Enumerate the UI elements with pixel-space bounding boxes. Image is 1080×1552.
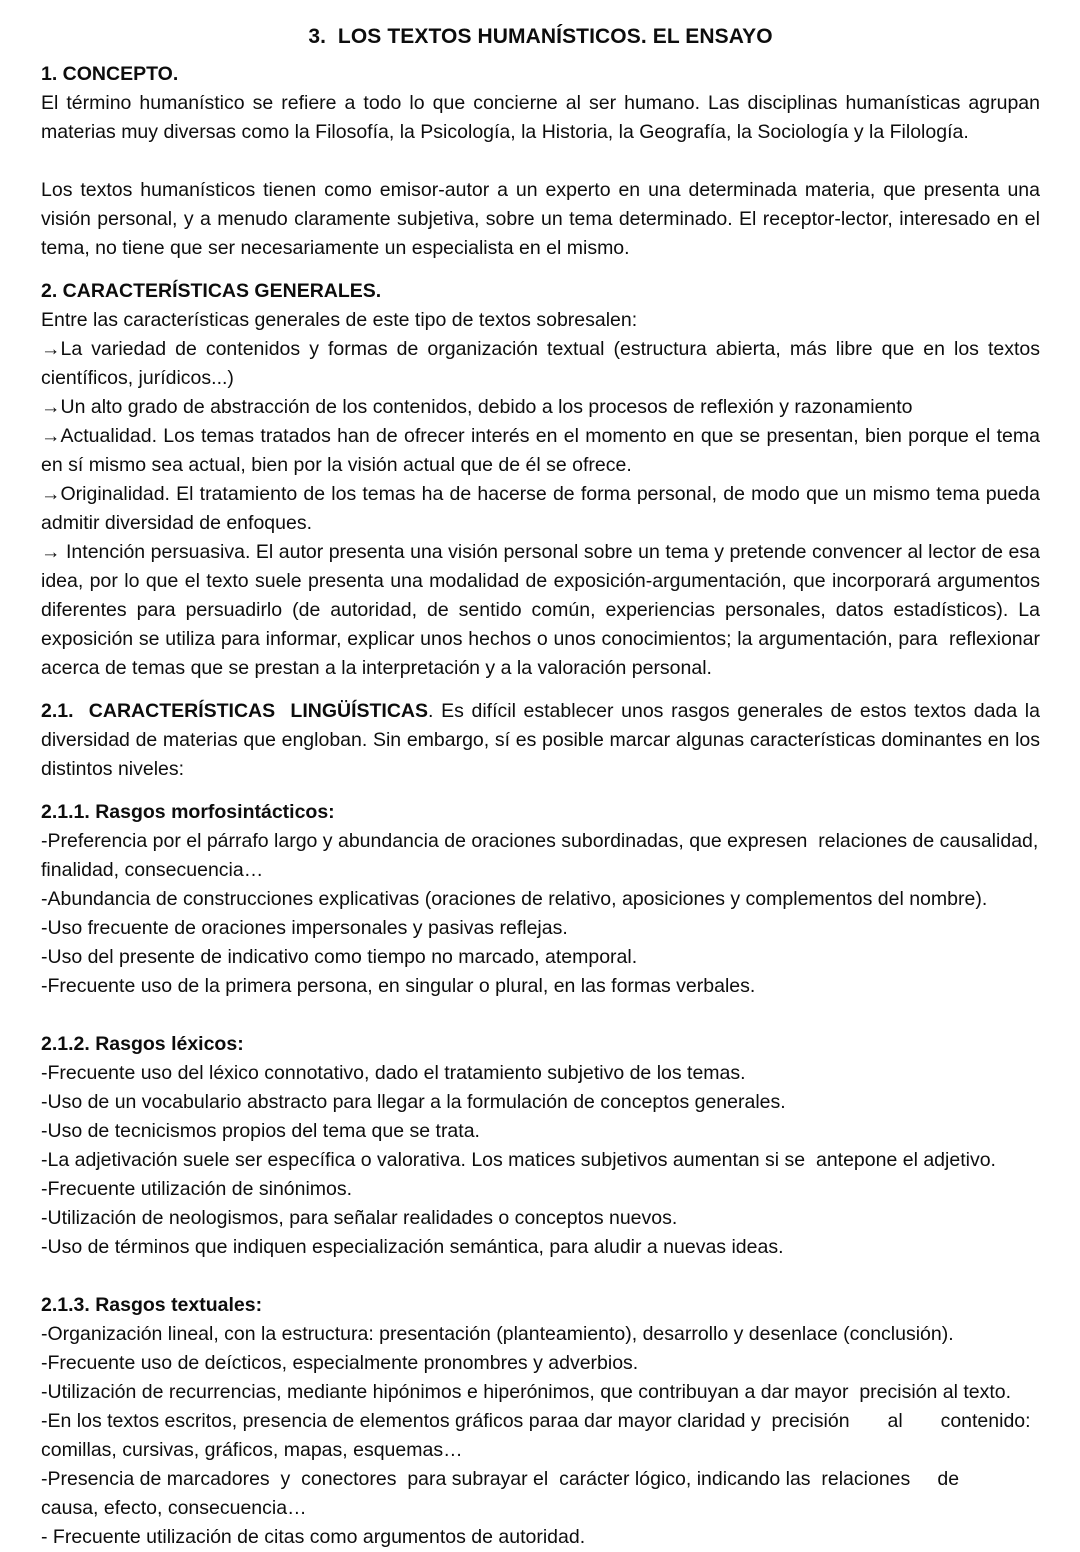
list-item: -Frecuente uso de deícticos, especialmente pronombres y adverbios. <box>41 1352 639 1374</box>
heading-rasgos-lexicos: 2.1.2. Rasgos léxicos: <box>41 1033 244 1055</box>
section-spacer <box>41 263 1040 277</box>
list-item: -Organización lineal, con la estructura: presentación (planteamiento), desarrollo y desenlace (conclusión). <box>41 1323 954 1345</box>
section-rasgos-textuales <box>41 1291 1040 1552</box>
section-spacer <box>41 1001 1040 1030</box>
list-item: -Uso de términos que indiquen especialización semántica, para aludir a nuevas ideas. <box>41 1236 784 1258</box>
section-caracteristicas-generales <box>41 277 1046 683</box>
section-caracteristicas-linguisticas <box>41 697 1046 784</box>
list-item: -Uso de un vocabulario abstracto para llegar a la formulación de conceptos generales. <box>41 1091 786 1113</box>
list-item: -Utilización de recurrencias, mediante hipónimos e hiperónimos, que contribuyan a dar mayor precisión al texto. <box>41 1381 1012 1403</box>
heading-caracteristicas-generales: 2. CARACTERÍSTICAS GENERALES. <box>41 280 382 302</box>
section-spacer <box>41 683 1040 697</box>
concepto-paragraph-1: El término humanístico se refiere a todo lo que concierne al ser humano. Las disciplinas humanísticas agrupan materias muy diversas como la Filosofía, la Psicología, la Historia, la Geografía, la Sociología y la Filología. <box>41 92 1046 143</box>
caracteristicas-linguisticas-paragraph <box>41 697 1046 784</box>
list-item: -En los textos escritos, presencia de elementos gráficos paraa dar mayor claridad y precisión al contenido: comillas, cursivas, gráficos, mapas, esquemas… <box>41 1410 1036 1461</box>
bullet-intencion-persuasiva: → Intención persuasiva. El autor presenta una visión personal sobre un tema y pretende convencer al lector de esa idea, por lo que el texto suele presenta una modalidad de exposición-argumentación, que incorporará argumentos diferentes para persuadirlo (de autoridad, de sentido común, experiencias personales, datos estadísticos). La exposición se utiliza para informar, explicar unos hechos o unos conocimientos; la argumentación, para reflexionar acerca de temas que se prestan a la interpretación y a la valoración personal. <box>41 541 1046 679</box>
list-item: -Frecuente utilización de sinónimos. <box>41 1178 353 1200</box>
heading-concepto: 1. CONCEPTO. <box>41 63 179 85</box>
heading-rasgos-morfosintacticos: 2.1.1. Rasgos morfosintácticos: <box>41 801 335 823</box>
list-item: -Uso de tecnicismos propios del tema que se trata. <box>41 1120 480 1142</box>
caracteristicas-linguisticas-body: . Es difícil establecer unos rasgos generales de estos textos dada la diversidad de materias que engloban. Sin embargo, sí es posible marcar algunas características dominantes en los distintos niveles: <box>41 700 1046 780</box>
heading-rasgos-textuales: 2.1.3. Rasgos textuales: <box>41 1294 263 1316</box>
list-item: -Frecuente uso del léxico connotativo, dado el tratamiento subjetivo de los temas. <box>41 1062 746 1084</box>
list-item: -Frecuente uso de la primera persona, en singular o plural, en las formas verbales. <box>41 975 756 997</box>
section-spacer <box>41 784 1040 798</box>
bullet-grado-abstraccion: →Un alto grado de abstracción de los contenidos, debido a los procesos de reflexión y razonamiento <box>41 396 913 418</box>
list-item: -Preferencia por el párrafo largo y abundancia de oraciones subordinadas, que expresen relaciones de causalidad, finalidad, consecuencia… <box>41 830 1044 881</box>
concepto-paragraph-2: Los textos humanísticos tienen como emisor-autor a un experto en una determinada materia, que presenta una visión personal, y a menudo claramente subjetiva, sobre un tema determinado. El receptor-lector, interesado en el tema, no tiene que ser necesariamente un especialista en el mismo. <box>41 179 1046 259</box>
section-concepto <box>41 60 1046 263</box>
list-item: -Presencia de marcadores y conectores para subrayar el carácter lógico, indicando las relaciones de causa, efecto, consecuencia… <box>41 1468 987 1519</box>
list-item: -La adjetivación suele ser específica o valorativa. Los matices subjetivos aumentan si se antepone el adjetivo. <box>41 1149 996 1171</box>
paragraph-spacer <box>41 147 1040 176</box>
list-item: -Uso del presente de indicativo como tiempo no marcado, atemporal. <box>41 946 638 968</box>
list-item: -Abundancia de construcciones explicativas (oraciones de relativo, aposiciones y complementos del nombre). <box>41 888 988 910</box>
list-item: -Utilización de neologismos, para señalar realidades o conceptos nuevos. <box>41 1207 678 1229</box>
section-spacer <box>41 1262 1040 1291</box>
section-rasgos-lexicos <box>41 1030 1040 1262</box>
page-title: 3. LOS TEXTOS HUMANÍSTICOS. EL ENSAYO <box>308 25 773 48</box>
list-item: - Frecuente utilización de citas como argumentos de autoridad. <box>41 1526 586 1548</box>
caracteristicas-generales-intro: Entre las características generales de este tipo de textos sobresalen: <box>41 309 638 331</box>
bullet-actualidad: →Actualidad. Los temas tratados han de ofrecer interés en el momento en que se presentan, bien porque el tema en sí mismo sea actual, bien por la visión actual que de él se ofrece. <box>41 425 1046 476</box>
section-rasgos-morfosintacticos <box>41 798 1044 1001</box>
bullet-variedad-contenidos: →La variedad de contenidos y formas de organización textual (estructura abierta, más libre que en los textos científicos, jurídicos...) <box>41 338 1046 389</box>
bullet-originalidad: →Originalidad. El tratamiento de los temas ha de hacerse de forma personal, de modo que un mismo tema pueda admitir diversidad de enfoques. <box>41 483 1046 534</box>
heading-caracteristicas-linguisticas: 2.1. CARACTERÍSTICAS LINGÜÍSTICAS <box>41 700 429 722</box>
list-item: -Uso frecuente de oraciones impersonales y pasivas reflejas. <box>41 917 568 939</box>
